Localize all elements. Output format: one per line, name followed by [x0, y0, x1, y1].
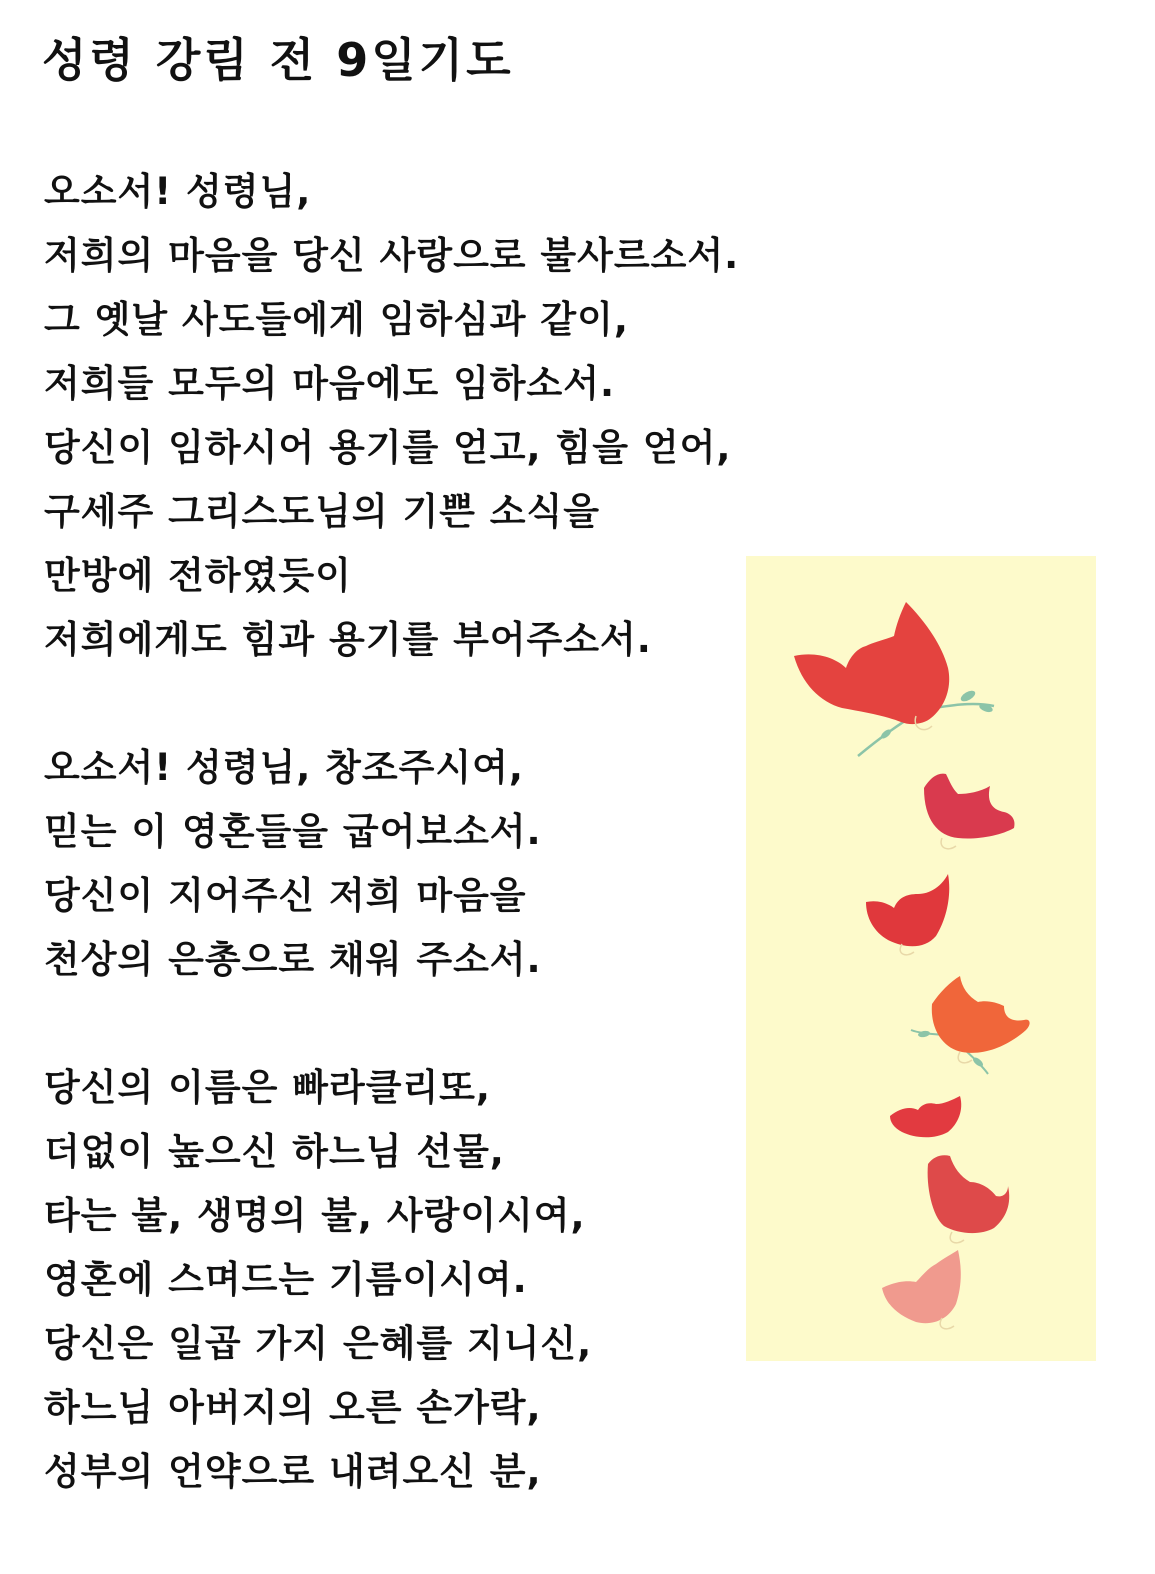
verse-line: 영혼에 스며드는 기름이시여.	[44, 1258, 528, 1301]
verse-line: 만방에 전하였듯이	[44, 554, 352, 597]
verse-line: 저희들 모두의 마음에도 임하소서.	[44, 362, 616, 405]
flame-leaf	[932, 976, 1030, 1053]
leaf-stem	[940, 1318, 954, 1329]
verse-line: 당신의 이름은 빠라클리또,	[44, 1066, 491, 1109]
leaf-stem	[941, 838, 956, 849]
verse-line: 오소서! 성령님,	[44, 170, 312, 213]
verse-line: 그 옛날 사도들에게 임하심과 같이,	[44, 298, 629, 341]
verse-line: 당신이 지어주신 저희 마음을	[44, 874, 527, 917]
verse-line: 오소서! 성령님, 창조주시여,	[44, 746, 524, 789]
verse-line: 더없이 높으신 하느님 선물,	[44, 1130, 505, 1173]
flame-leaf	[928, 1155, 1010, 1233]
verse-line: 천상의 은총으로 채워 주소서.	[44, 938, 542, 981]
verse-line: 구세주 그리스도님의 기쁜 소식을	[44, 490, 601, 533]
vine-leaf	[959, 689, 977, 704]
flame-leaf	[794, 602, 949, 724]
flame-leaf	[924, 774, 1015, 839]
falling-leaves-illustration	[746, 556, 1096, 1361]
flame-leaf	[882, 1250, 961, 1323]
leaf-stem	[950, 1232, 964, 1243]
verse-line: 성부의 언약으로 내려오신 분,	[44, 1450, 542, 1493]
prayer-title: 성령 강림 전 9일기도	[42, 33, 514, 87]
verse-line: 믿는 이 영혼들을 굽어보소서.	[44, 810, 542, 853]
verse-line: 저희에게도 힘과 용기를 부어주소서.	[44, 618, 652, 661]
verse-line: 저희의 마음을 당신 사랑으로 불사르소서.	[44, 234, 740, 277]
verse-line: 당신은 일곱 가지 은혜를 지니신,	[44, 1322, 593, 1365]
verse-line: 타는 불, 생명의 불, 사랑이시여,	[44, 1194, 586, 1237]
verse-line: 당신이 임하시어 용기를 얻고, 힘을 얻어,	[44, 426, 732, 469]
verse-line: 하느님 아버지의 오른 손가락,	[44, 1386, 542, 1429]
falling-leaves-svg	[746, 556, 1096, 1361]
flame-leaf	[866, 874, 949, 946]
flame-leaf	[890, 1096, 961, 1137]
